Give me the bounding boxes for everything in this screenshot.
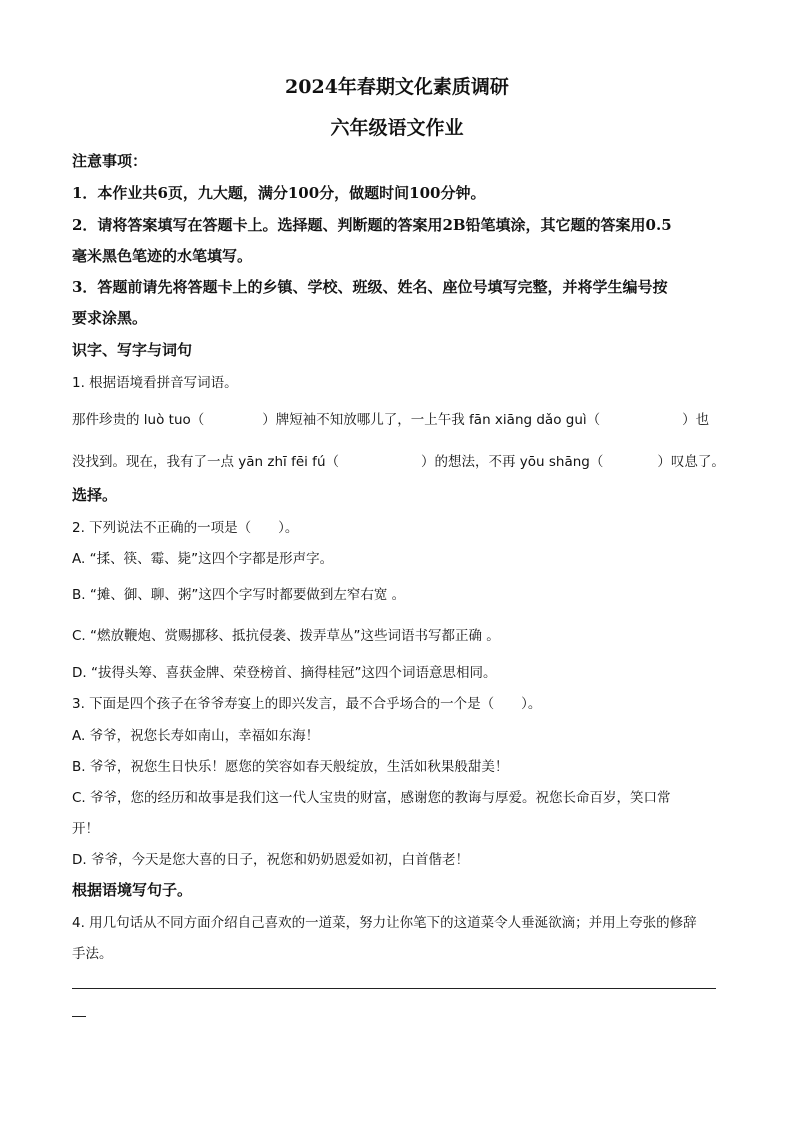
q1-text-a: 那件珍贵的 luò tuo（ (72, 412, 205, 428)
q1-text-f: ）叹息了。 (657, 454, 725, 470)
question-2-option-b: B. “摊、御、聊、粥”这四个字写时都要做到左窄右宽 。 (72, 587, 406, 603)
question-1-line-1 (72, 408, 709, 428)
note-3-line-2: 要求涂黑。 (72, 309, 148, 327)
question-3-option-a: A. 爷爷，祝您长寿如南山，幸福如东海！ (72, 728, 320, 744)
question-2-option-c: C. “燃放鞭炮、赏赐挪移、抵抗侵袭、拨弄草丛”这些词语书写都正确 。 (72, 628, 500, 644)
note-1: 1．本作业共6页，九大题，满分100分，做题时间100分钟。 (72, 184, 486, 202)
note-3-line-1: 3．答题前请先将答题卡上的乡镇、学校、班级、姓名、座位号填写完整，并将学生编号按 (72, 278, 668, 296)
section-heading-sentences: 根据语境写句子。 (72, 881, 193, 899)
question-2-option-d: D. “拔得头筹、喜获金牌、荣登榜首、摘得桂冠”这四个词语意思相同。 (72, 665, 497, 681)
note-2-line-2: 毫米黑色笔迹的水笔填写。 (72, 247, 253, 265)
question-3: 3. 下面是四个孩子在爷爷寿宴上的即兴发言，最不合乎场合的一个是（ ）。 (72, 696, 542, 712)
note-2-line-1: 2．请将答案填写在答题卡上。选择题、判断题的答案用2B铅笔填涂，其它题的答案用0.5 (72, 216, 672, 234)
notes-heading: 注意事项： (72, 152, 148, 170)
answer-line-dash (72, 1016, 86, 1017)
section-heading-choice: 选择。 (72, 486, 118, 504)
section-heading-words: 识字、写字与词句 (72, 341, 193, 359)
q1-text-c: ）也 (682, 412, 710, 428)
answer-writing-line[interactable] (72, 988, 716, 989)
question-1-line-2 (72, 450, 725, 470)
question-4-line-1: 4. 用几句话从不同方面介绍自己喜欢的一道菜，努力让你笔下的这道菜令人垂涎欲滴；并用上夸张的修辞 (72, 915, 697, 931)
question-3-option-c-line-1: C. 爷爷，您的经历和故事是我们这一代人宝贵的财富，感谢您的教诲与厚爱。祝您长命百岁，笑口常 (72, 790, 671, 806)
q1-text-e: ）的想法，不再 yōu shāng（ (421, 454, 604, 470)
question-1: 1. 根据语境看拼音写词语。 (72, 375, 238, 391)
question-4-line-2: 手法。 (72, 946, 113, 962)
question-3-option-b: B. 爷爷，祝您生日快乐！愿您的笑容如春天般绽放，生活如秋果般甜美！ (72, 759, 509, 775)
question-2-option-a: A. “揉、筷、霉、毙”这四个字都是形声字。 (72, 551, 334, 567)
page-subtitle: 六年级语文作业 (330, 117, 464, 139)
q1-text-d: 没找到。现在，我有了一点 yān zhī fēi fú（ (72, 454, 339, 470)
question-2: 2. 下列说法不正确的一项是（ ）。 (72, 520, 299, 536)
question-3-option-d: D. 爷爷，今天是您大喜的日子，祝您和奶奶恩爱如初，白首偕老！ (72, 852, 469, 868)
question-3-option-c-line-2: 开！ (72, 821, 99, 837)
q1-text-b: ）牌短袖不知放哪儿了，一上午我 fān xiāng dǎo guì（ (262, 412, 601, 428)
page-title: 2024年春期文化素质调研 (285, 76, 509, 98)
